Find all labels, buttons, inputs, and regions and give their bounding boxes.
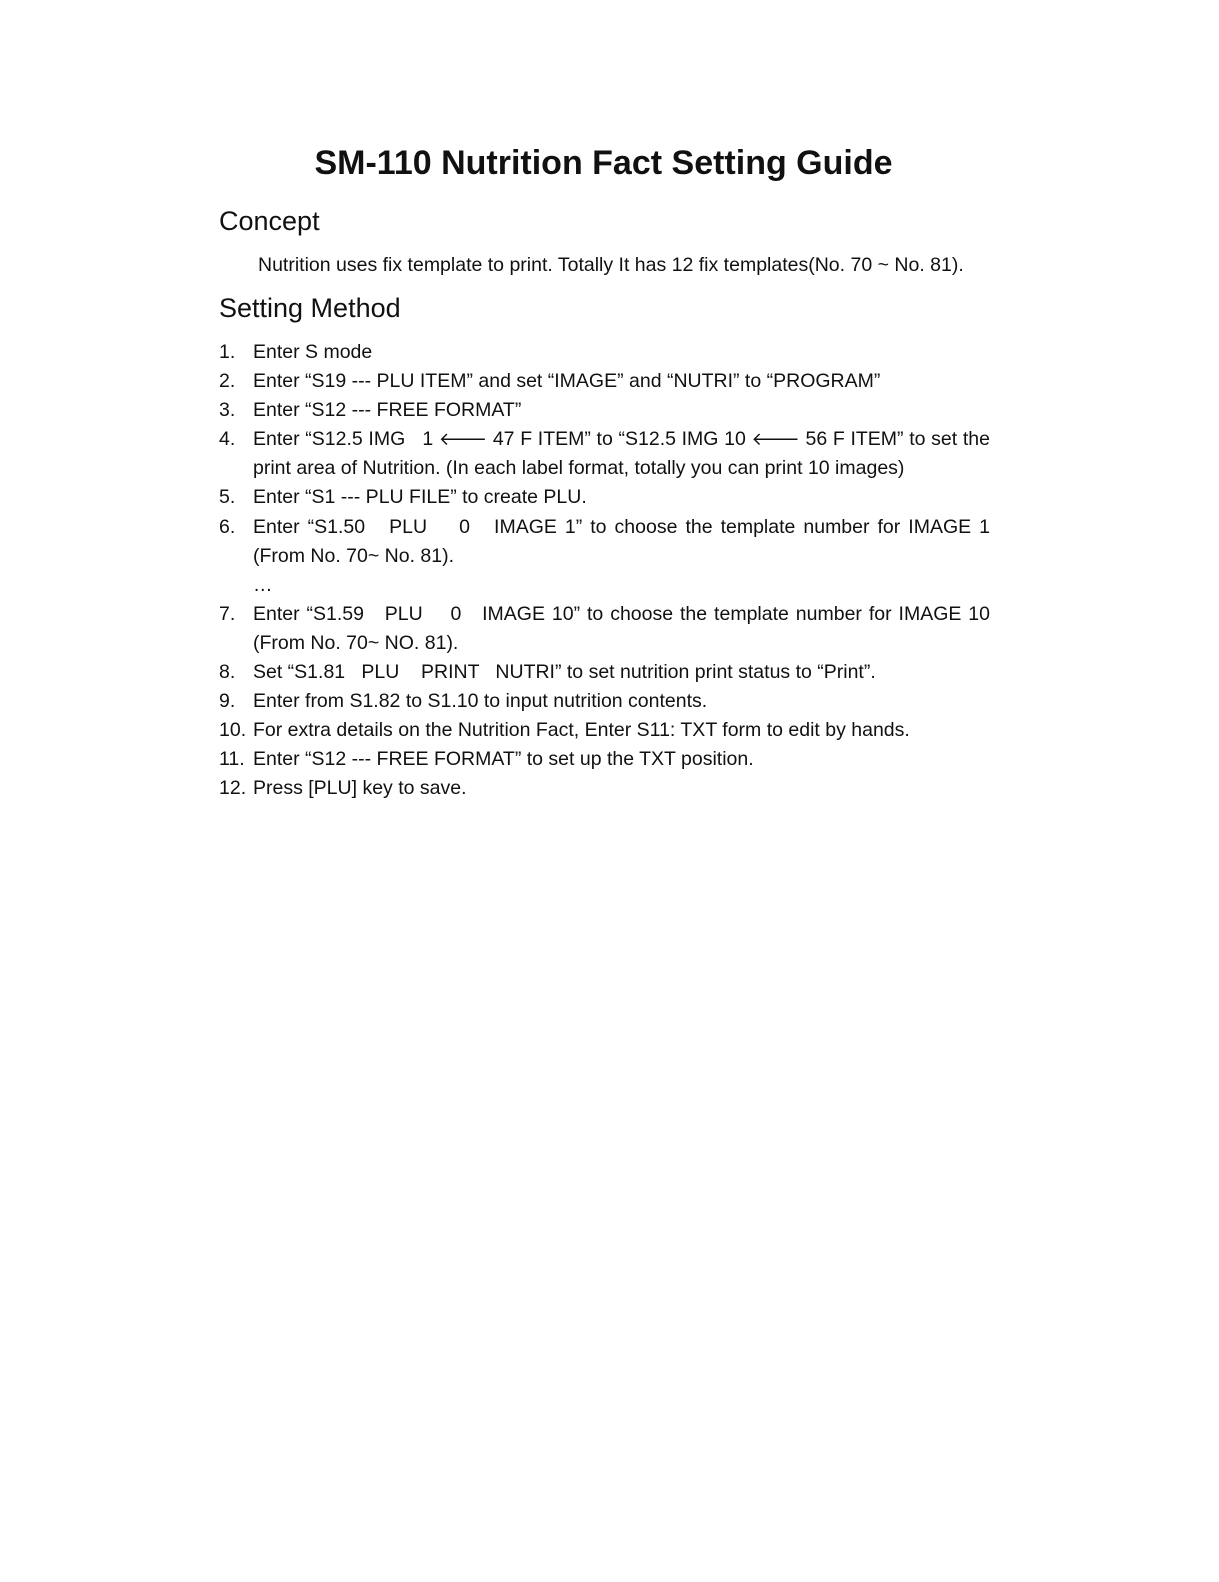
- step-text-part: 47 F ITEM” to “S12.5 IMG 10: [487, 428, 752, 451]
- step-number: 1.: [219, 341, 236, 363]
- step-number: 4.: [219, 428, 236, 451]
- step-number: 3.: [219, 399, 236, 422]
- step-text-part: 56 F ITEM” to set the print area of Nutrition. (In each label format, totally you can print 10 images): [253, 428, 996, 480]
- step-number: 10.: [219, 719, 247, 742]
- step-number: 2.: [219, 370, 236, 393]
- step-2: [219, 367, 990, 396]
- step-text: Enter from S1.82 to S1.10 to input nutrition contents.: [253, 690, 708, 713]
- step-1: [219, 338, 990, 367]
- step-6: [219, 513, 996, 571]
- step-10: [219, 716, 990, 745]
- step-text: [253, 425, 996, 483]
- step-12: [219, 774, 990, 803]
- step-text: Enter “S1.50 PLU 0 IMAGE 1” to choose the template number for IMAGE 1 (From No. 70~ No. 81).: [253, 515, 996, 567]
- step-number: 8.: [219, 661, 236, 684]
- step-number: 9.: [219, 690, 236, 713]
- step-number: 7.: [219, 602, 236, 625]
- setting-steps-list: [219, 338, 996, 804]
- step-11: [219, 745, 990, 774]
- step-number: 6.: [219, 515, 236, 538]
- step-text: Enter “S1.59 PLU 0 IMAGE 10” to choose the template number for IMAGE 10 (From No. 70~ NO. 81).: [253, 602, 996, 654]
- step-text-part: Enter “S12.5 IMG 1: [253, 428, 439, 451]
- step-number: 5.: [219, 486, 236, 509]
- step-text: Enter “S19 --- PLU ITEM” and set “IMAGE” and “NUTRI” to “PROGRAM”: [253, 370, 881, 393]
- step-text: Enter “S12 --- FREE FORMAT” to set up the TXT position.: [253, 748, 754, 771]
- step-text: Enter S mode: [253, 341, 373, 363]
- step-text: Enter “S1 --- PLU FILE” to create PLU.: [253, 486, 587, 509]
- concept-text: Nutrition uses fix template to print. Totally It has 12 fix templates(No. 70 ~ No. 81).: [258, 254, 964, 276]
- step-8: [219, 658, 990, 687]
- step-text: Enter “S12 --- FREE FORMAT”: [253, 399, 522, 422]
- concept-heading: Concept: [219, 206, 320, 236]
- step-4: [219, 425, 996, 483]
- step-number: 11.: [219, 748, 245, 771]
- left-arrow-icon: 🡐: [438, 429, 488, 451]
- step-text: Press [PLU] key to save.: [253, 777, 467, 800]
- step-9: [219, 687, 990, 716]
- step-ellipsis: …: [253, 573, 273, 596]
- step-7: [219, 600, 996, 658]
- setting-method-heading: Setting Method: [219, 293, 401, 323]
- step-text: For extra details on the Nutrition Fact, Enter S11: TXT form to edit by hands.: [253, 719, 910, 742]
- step-number: 12.: [219, 777, 247, 800]
- step-3: [219, 396, 990, 425]
- step-5: [219, 483, 990, 512]
- left-arrow-icon: 🡐: [751, 429, 800, 451]
- document-title: SM-110 Nutrition Fact Setting Guide: [314, 144, 893, 182]
- step-text: Set “S1.81 PLU PRINT NUTRI” to set nutrition print status to “Print”.: [253, 661, 876, 684]
